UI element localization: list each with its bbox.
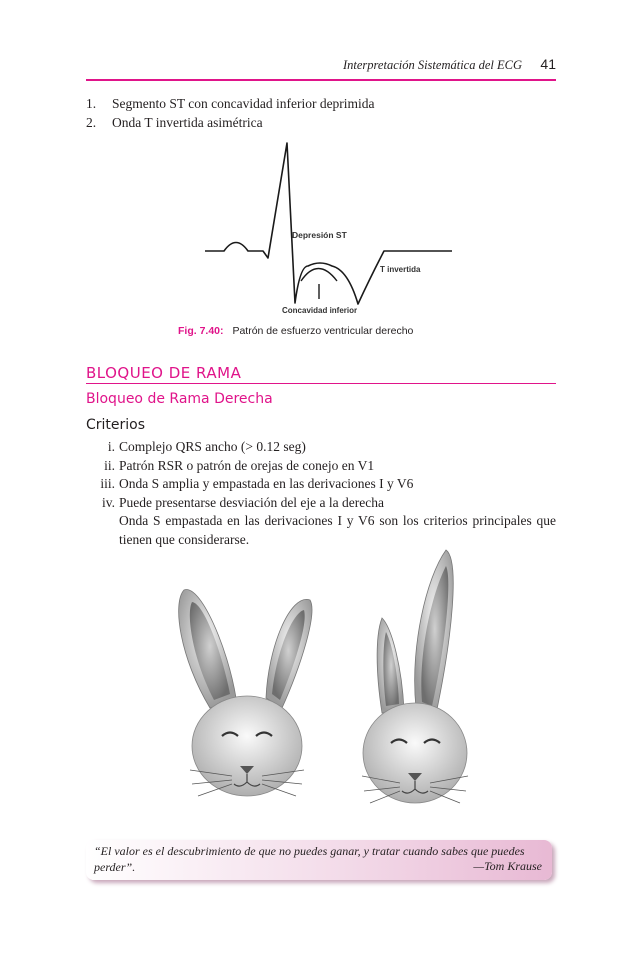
st-depression-label: Depresión ST [292, 230, 347, 240]
list-item-text: Puede presentarse desviación del eje a la derecha [119, 494, 384, 510]
criteria-note: Onda S empastada en las derivaciones I y V6 son los criterios principales que tienen que considerarse. [119, 513, 556, 547]
quote-box [86, 840, 552, 880]
list-item-text: Segmento ST con concavidad inferior deprimida [112, 96, 375, 111]
running-header [330, 56, 556, 76]
rabbit-ears-illustration [170, 548, 500, 818]
list-item-number: 1. [86, 96, 97, 111]
list-item [86, 457, 566, 476]
figure-number: Fig. 7.40: [178, 325, 224, 337]
figure-caption [178, 325, 413, 337]
list-item-text: Complejo QRS ancho (> 0.12 seg) [119, 439, 306, 454]
ecg-trace [205, 143, 452, 304]
list-item-number: iii. [100, 476, 115, 491]
header-title: Interpretación Sistemática del ECG [342, 58, 522, 72]
header-rule [86, 79, 556, 81]
list-item-number: iv. [102, 494, 115, 510]
ecg-strain-figure [200, 138, 460, 318]
figure-caption-text: Patrón de esfuerzo ventricular derecho [232, 325, 414, 337]
list-item-text: Onda S amplia y empastada en las derivaciones I y V6 [119, 476, 414, 491]
list-item [86, 494, 566, 513]
list-item [86, 94, 375, 113]
concavity-arc [301, 269, 337, 282]
list-item [86, 475, 566, 494]
concavity-label: Concavidad inferior [282, 306, 358, 315]
t-inverted-label: T invertida [380, 265, 421, 274]
subsection-heading: Bloqueo de Rama Derecha [86, 391, 273, 407]
rabbit-symmetric-ears [179, 589, 312, 796]
list-item-number: ii. [104, 457, 115, 473]
list-item-number: i. [107, 439, 115, 454]
list-item-text: Patrón RSR o patrón de orejas de conejo en V1 [119, 457, 375, 473]
section-heading-rule [86, 383, 556, 384]
list-item-number: 2. [86, 115, 97, 130]
page-number: 41 [540, 56, 556, 72]
criteria-list [86, 438, 566, 549]
list-item [86, 113, 375, 132]
list-item-text: Onda T invertida asimétrica [112, 115, 263, 130]
section-heading: BLOQUEO DE RAMA [86, 364, 242, 382]
st-criteria-list [86, 94, 375, 132]
rabbit-asymmetric-ears [362, 550, 468, 803]
quote-author: —Tom Krause [473, 859, 542, 873]
quote-text: “El valor es el descubrimiento de que no puedes ganar, y tratar cuando sabes que puedes perder”. [94, 844, 525, 874]
criteria-heading: Criterios [86, 417, 146, 433]
list-item [86, 438, 566, 457]
